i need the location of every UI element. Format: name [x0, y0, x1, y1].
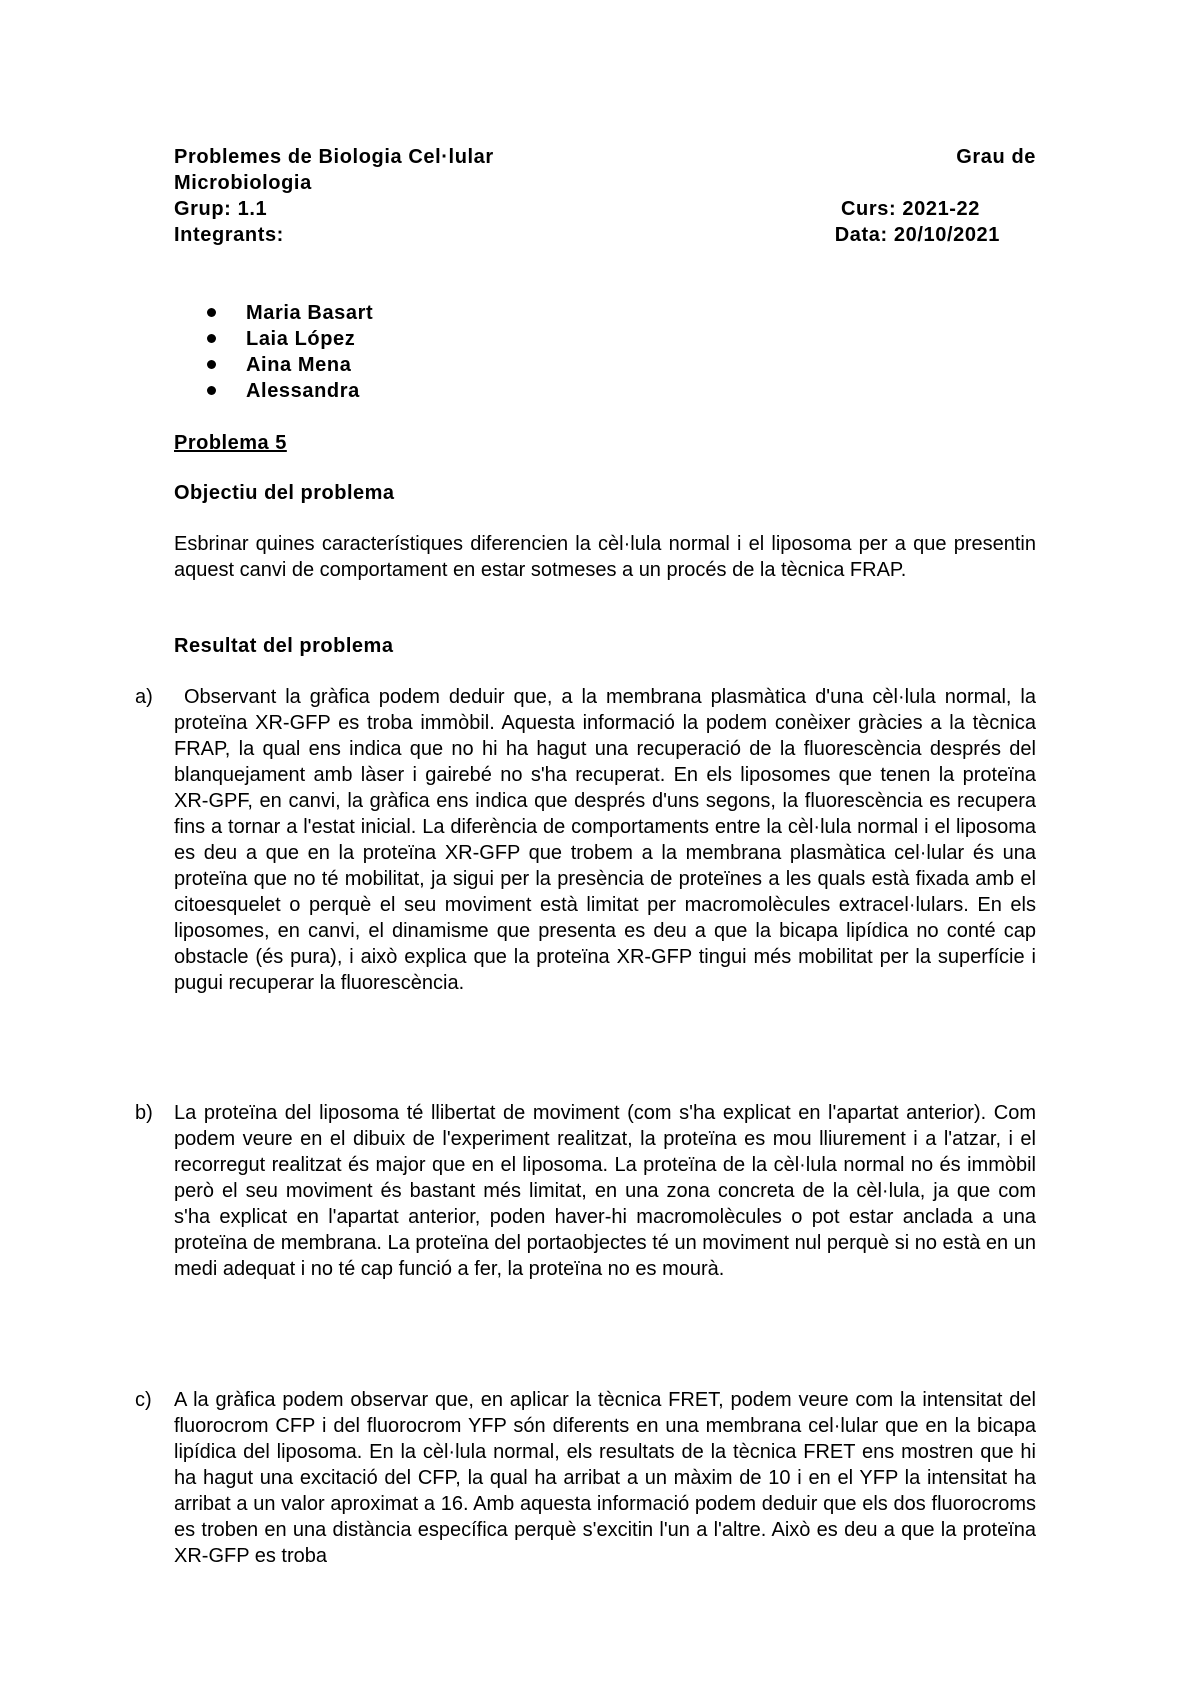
course-year: Curs: 2021-22	[841, 198, 980, 220]
item-label-b: b)	[135, 1102, 153, 1124]
group-label: Grup: 1.1	[174, 198, 268, 220]
header-row-title	[174, 144, 1036, 170]
list-item: Laia López	[174, 326, 373, 352]
members-list	[174, 300, 373, 404]
list-item: Alessandra	[174, 378, 373, 404]
result-item-c: A la gràfica podem observar que, en aplicar la tècnica FRET, podem veure com la intensitat del fluorocrom CFP i del fluorocrom YFP són diferents en una membrana cel·lular que en la bicapa lipídica del liposoma. En la cèl·lula normal, els resultats de la tècnica FRET ens mostren que hi ha hagut una excitació del CFP, la qual ha arribat a un màxim de 10 i en el YFP la intensitat ha arribat a un valor aproximat a 16. Amb aquesta informació podem deduir que els dos fluorocroms es troben en una distància específica perquè s'excitin l'un a l'altre. Això es deu a que la proteïna XR-GFP es troba	[174, 1389, 1036, 1567]
list-item: Aina Mena	[174, 352, 373, 378]
course-title: Problemes de Biologia Cel·lular	[174, 146, 494, 168]
result-item-b: La proteïna del liposoma té llibertat de moviment (com s'ha explicat en l'apartat anterior). Com podem veure en el dibuix de l'experiment realitzat, la proteïna es mou lliurement i a l'atzar, i el recorregut realitzat és major que en el liposoma. La proteïna de la cèl·lula normal no és immòbil però el seu moviment és bastant més limitat, en una zona concreta de la cèl·lula, ja que com s'ha explicat en l'apartat anterior, poden haver-hi macromolècules o pot estar anclada a una proteïna de membrana. La proteïna del portaobjectes té un moviment nul perquè si no està en un medi adequat i no té cap funció a fer, la proteïna no es mourà.	[174, 1102, 1036, 1280]
result-item-a: Observant la gràfica podem deduir que, a la membrana plasmàtica d'una cèl·lula normal, la proteïna XR-GFP es troba immòbil. Aquesta informació la podem conèixer gràcies a la tècnica FRAP, la qual ens indica que no hi ha hagut una recuperació de la fluorescència després del blanquejament amb làser i gairebé no s'ha recuperat. En els liposomes que tenen la proteïna XR-GPF, en canvi, la gràfica ens indica que després d'uns segons, la fluorescència es recupera fins a tornar a l'estat inicial. La diferència de comportaments entre la cèl·lula normal i el liposoma es deu a que en la proteïna XR-GFP que trobem a la membrana plasmàtica cel·lular és una proteïna que no té mobilitat, ja sigui per la presència de proteïnes a les quals està fixada amb el citoesquelet o perquè el seu moviment està limitat per macromolècules extracel·lulars. En els liposomes, en canvi, el dinamisme que presenta es deu a que la bicapa lipídica no conté cap obstacle (és pura), i això explica que la proteïna XR-GFP tingui més mobilitat per la superfície i pugui recuperar la fluorescència.	[174, 686, 1036, 994]
objective-heading: Objectiu del problema	[174, 482, 395, 504]
degree-name: Microbiologia	[174, 172, 312, 194]
result-heading: Resultat del problema	[174, 635, 394, 657]
objective-text: Esbrinar quines característiques diferencien la cèl·lula normal i el liposoma per a que presentin aquest canvi de comportament en estar sotmeses a un procés de la tècnica FRAP.	[174, 533, 1036, 581]
degree-prefix: Grau de	[956, 146, 1036, 168]
bullet-icon	[207, 334, 216, 343]
list-item: Maria Basart	[174, 300, 373, 326]
header-row-group	[174, 196, 1036, 222]
date-label: Data: 20/10/2021	[834, 224, 1000, 246]
bullet-icon	[207, 386, 216, 395]
item-label-a: a)	[135, 686, 153, 708]
item-label-c: c)	[135, 1389, 152, 1411]
members-label: Integrants:	[174, 224, 284, 246]
bullet-icon	[207, 360, 216, 369]
bullet-icon	[207, 308, 216, 317]
header-row-members	[174, 222, 1036, 248]
header-row-degree	[174, 170, 1036, 196]
problem-title: Problema 5	[174, 432, 287, 454]
